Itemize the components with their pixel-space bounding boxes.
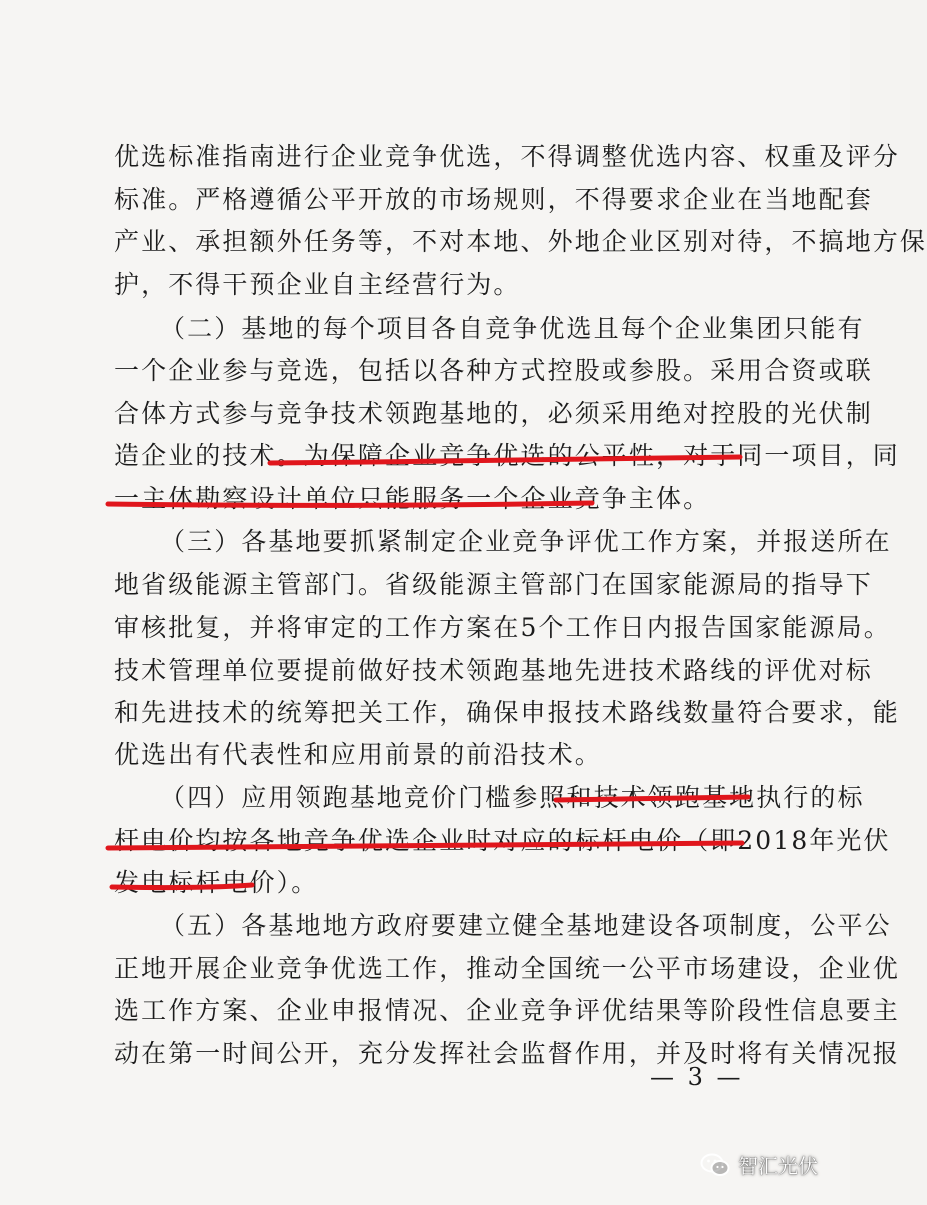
- text-line: 技术管理单位要提前做好技术领跑基地先进技术路线的评优对标: [114, 656, 873, 685]
- page-number: — 3 —: [650, 1063, 744, 1091]
- text-line: 优选出有代表性和应用前景的前沿技术。: [114, 740, 602, 769]
- text-line: 一个企业参与竞选，包括以各种方式控股或参股。采用合资或联: [114, 356, 873, 385]
- text-line: 正地开展企业竞争优选工作，推动全国统一公平市场建设，企业优: [114, 954, 900, 983]
- text-line: 优选标准指南进行企业竞争优选，不得调整优选内容、权重及评分: [114, 142, 900, 171]
- text-line: 动在第一时间公开，充分发挥社会监督作用，并及时将有关情况报: [114, 1039, 900, 1068]
- text-line: 护，不得干预企业自主经营行为。: [114, 270, 521, 299]
- text-line: 产业、承担额外任务等，不对本地、外地企业区别对待，不搞地方保: [114, 227, 927, 256]
- text-line: （四）应用领跑基地竞价门槛参照和技术领跑基地执行的标: [160, 783, 865, 812]
- text-line: （三）各基地要抓紧制定企业竞争评优工作方案，并报送所在: [160, 527, 892, 556]
- text-line: 发电标杆电价）。: [114, 868, 319, 897]
- text-line: （二）基地的每个项目各自竞争优选且每个企业集团只能有: [160, 314, 865, 343]
- text-line: 地省级能源主管部门。省级能源主管部门在国家能源局的指导下: [114, 570, 873, 599]
- wechat-icon: [700, 1152, 730, 1178]
- text-line: 和先进技术的统筹把关工作，确保申报技术路线数量符合要求，能: [114, 698, 900, 727]
- text-line: 合体方式参与竞争技术领跑基地的，必须采用绝对控股的光伏制: [114, 399, 873, 428]
- text-line: 造企业的技术。为保障企业竞争优选的公平性，对于同一项目，同: [114, 441, 900, 470]
- text-line: 审核批复，并将审定的工作方案在5个工作日内报告国家能源局。: [114, 613, 891, 642]
- text-line: 选工作方案、企业申报情况、企业竞争评优结果等阶段性信息要主: [114, 996, 900, 1025]
- text-line: 标准。严格遵循公平开放的市场规则，不得要求企业在当地配套: [114, 185, 873, 214]
- text-line: 一主体勘察设计单位只能服务一个企业竞争主体。: [114, 484, 711, 513]
- text-line: 杆电价均按各地竞争优选企业时对应的标杆电价（即2018年光伏: [114, 826, 891, 855]
- watermark-text: 智汇光伏: [738, 1154, 818, 1178]
- watermark: [700, 1150, 818, 1179]
- text-line: （五）各基地地方政府要建立健全基地建设各项制度，公平公: [160, 911, 892, 940]
